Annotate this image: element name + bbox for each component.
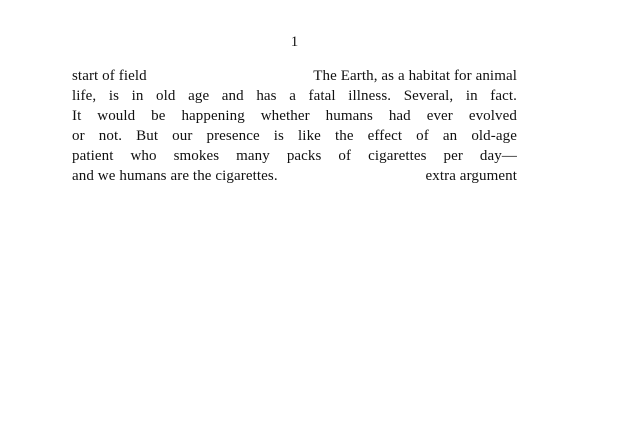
line-left-text: and we humans are the cigarettes. (72, 168, 278, 184)
text-line: life, is in old age and has a fatal illness. Several, in fact. (72, 88, 517, 104)
text-line: It would be happening whether humans had ever evolved (72, 108, 517, 124)
page-number: 1 (290, 34, 299, 50)
text-line (72, 166, 517, 186)
text-line: patient who smokes many packs of cigarettes per day— (72, 148, 517, 164)
line-left-text: start of field (72, 68, 147, 84)
line-right-text: extra argument (425, 168, 517, 184)
body-paragraph (72, 66, 517, 186)
text-line (72, 66, 517, 86)
line-right-text: The Earth, as a habitat for animal (313, 68, 517, 84)
text-line: or not. But our presence is like the effect of an old-age (72, 128, 517, 144)
